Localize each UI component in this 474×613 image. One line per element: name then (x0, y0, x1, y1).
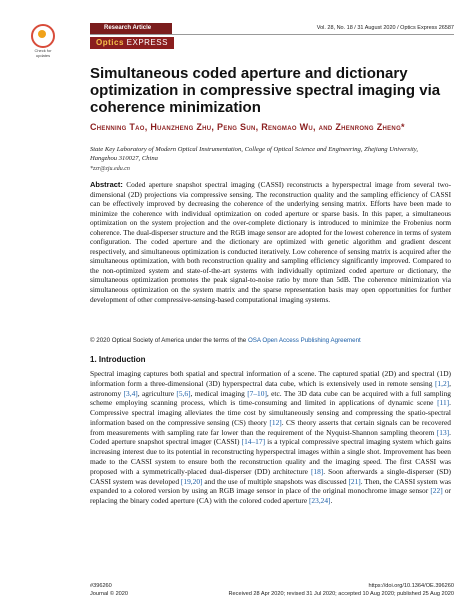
citation-link[interactable]: [3,4] (123, 388, 138, 398)
page-footer (90, 583, 454, 598)
body-text: Spectral imaging captures both spatial and spectral information of a scene. The captured spatial (2D) and spectral (1D) information form a three-dimensional (3D) hyperspectral data cube, which is extensively used in remote sensing (90, 369, 451, 388)
copyright-text: © 2020 Optical Society of America under the terms of the (90, 337, 248, 344)
citation-link[interactable]: [13] (436, 427, 450, 437)
affiliation: State Key Laboratory of Modern Optical Instrumentation, College of Optical Science and Engineering, Zhejiang University, Hangzhou 310027, China (90, 146, 418, 162)
body-text: . Compressive spectral imaging alleviates the time cost by simultaneously sensing and compressing the spatio-spectral information based on the compressive sensing (CS) theory (90, 398, 451, 427)
citation-link[interactable]: [21] (348, 476, 361, 486)
contact-email[interactable]: *zzr@zju.edu.cn (90, 166, 130, 172)
citation-link[interactable]: [11] (437, 398, 450, 408)
journal-logo-b: EXPRESS (126, 38, 168, 47)
doi-link[interactable]: https://doi.org/10.1364/OE.396260 (368, 583, 454, 589)
body-text: , astronomy (90, 378, 451, 398)
volume-info: Vol. 28, No. 18 / 31 August 2020 / Optics Express 26587 (316, 25, 454, 31)
citation-link[interactable]: [19,20] (180, 476, 203, 486)
body-text: and the use of multiple snapshots was discussed (202, 476, 349, 486)
body-text: , agriculture (137, 388, 177, 398)
author-list: Chenning Tao, Huanzheng Zhu, Peng Sun, Rengmao Wu, and Zhenrong Zheng* (90, 122, 405, 132)
citation-link[interactable]: [22] (430, 486, 443, 496)
section-heading-introduction: 1. Introduction (90, 355, 146, 364)
citation-link[interactable]: [12] (269, 417, 282, 427)
journal-logo-a: Optics (96, 38, 124, 47)
body-text: . CS theory asserts that certain signals can be recovered from measurements with sampling rate far lower than the requirement of the Nyquist-Shannon sampling theorem (90, 417, 451, 437)
osa-agreement-link[interactable]: OSA Open Access Publishing Agreement (247, 337, 361, 344)
citation-link[interactable]: [14–17] (241, 437, 266, 447)
body-text: or replacing the binary coded aperture (CA) with the colored coded aperture (90, 486, 451, 506)
abstract-text: Coded aperture snapshot spectral imaging (CASSI) reconstructs a hyperspectral image from several two-dimensional (2D) projections via compressive sensing. The reconstruction quality and the sampling efficiency of CASSI can be effectively improved by decreasing the coherence of the underlying sensing matrix. Efforts have been made to minimize the coherence with individual optimization on coded aperture or sparse basis. In this paper, a simultaneous optimization on the system projection and the over-complete dictionary is introduced to minimize the Frobenius norm coherence. The dual-disperser structure and the RGB image sensor are adopted for the lowest coherence in terms of system configuration. The coded aperture and the dictionary are optimized with genetic algorithm and gradient descent respectively, and simultaneous optimization is conducted iteratively. Low coherence of sensing matrix is acquired after the simultaneous optimization, with both reconstruction quality and sampling efficiency significantly improved. Compared to the non-optimized system and state-of-the-art systems with individually optimized coded aperture or dictionary, the simultaneous optimization promotes the peak signal-to-noise ratio by more than 5dB. The coherence minimization via simultaneous optimization on the system matrix and the sparse representation basis may open opportunities for further development of other compressive-sensing-based computational imaging systems. (90, 180, 452, 304)
citation-link[interactable]: [18] (310, 466, 324, 476)
body-text: . Soon afterwards a single-disperser (SD) CASSI system was developed (90, 466, 452, 486)
check-for-updates-badge[interactable] (30, 24, 56, 58)
abstract-label: Abstract: (90, 180, 123, 189)
updates-icon (31, 24, 55, 48)
copyright-notice (90, 337, 451, 344)
body-text: . Then, the CASSI system was expanded to a colored version by using an RGB image sensor in place of the original monochrome image sensor (90, 476, 451, 496)
body-text: , medical imaging (190, 388, 248, 398)
journal-year: Journal © 2020 (90, 590, 129, 597)
publication-dates: Received 28 Apr 2020; revised 31 Jul 2020; accepted 10 Aug 2020; published 25 Aug 2020 (228, 590, 454, 597)
journal-logo (90, 37, 174, 49)
abstract (90, 180, 451, 304)
citation-link[interactable]: [5,6] (176, 388, 191, 398)
article-title: Simultaneous coded aperture and dictionary optimization in compressive spectral imaging via coherence minimization (90, 65, 441, 116)
header-bar (90, 23, 454, 35)
body-text: . Coded aperture snapshot spectral imager (CASSI) (90, 427, 451, 447)
citation-link[interactable]: [7–10] (247, 388, 267, 398)
citation-link[interactable]: [1,2] (434, 378, 450, 388)
article-id: #396260 (90, 583, 112, 589)
body-text: . (330, 496, 333, 506)
body-text: , etc. The 3D data cube can be acquired with a full sampling scheme employing scanning process, which is time-consuming and limited in applications of dynamic scene (90, 388, 451, 408)
section-label: Research Article (90, 23, 172, 34)
introduction-paragraph (90, 369, 451, 506)
body-text: is a typical compressive spectral imaging system which gains increasing interest due to its potential in reconstructing hyperspectral images within a single shot. Improvement has been made to the CASSI system to ensure both the reconstruction quality and the imaging speed. The first CASSI was proposed with a symmetrically-placed dual-disperser (DD) architecture (90, 437, 451, 476)
citation-link[interactable]: [23,24] (308, 496, 331, 506)
badge-label: Check for updates (34, 48, 52, 58)
